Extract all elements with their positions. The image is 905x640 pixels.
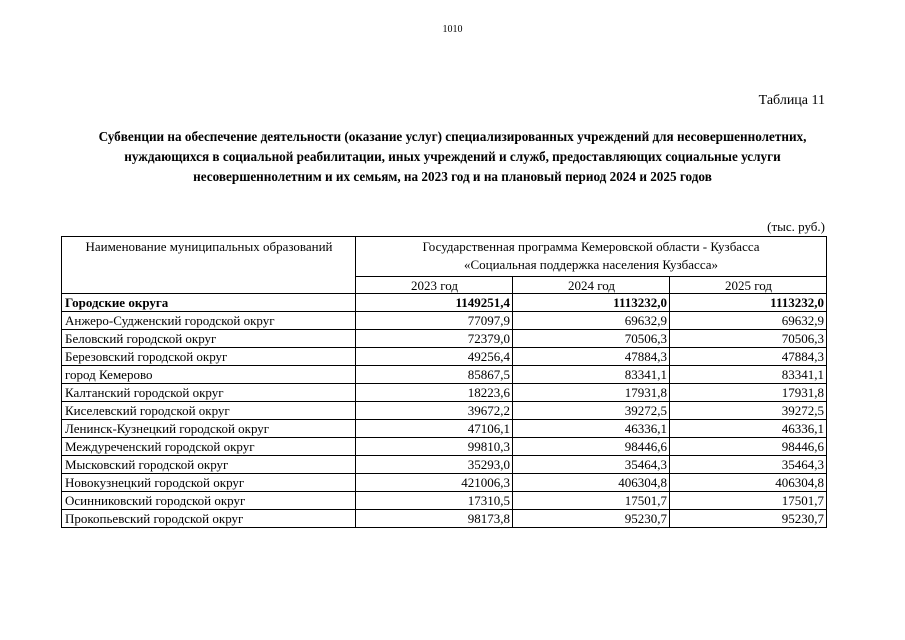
- program-header-line: «Социальная поддержка населения Кузбасса»: [463, 257, 719, 272]
- total-row: [62, 294, 827, 312]
- document-title: [60, 127, 845, 187]
- program-header-line: Государственная программа Кемеровской области - Кузбасса: [422, 239, 760, 254]
- value-2023: 47106,1: [356, 420, 513, 438]
- program-column-header: [356, 237, 827, 277]
- row-name: Прокопьевский городской округ: [62, 510, 356, 528]
- value-2024: 98446,6: [513, 438, 670, 456]
- table-row: [62, 456, 827, 474]
- value-2024: 17931,8: [513, 384, 670, 402]
- value-2025: 39272,5: [670, 402, 827, 420]
- value-2024: 406304,8: [513, 474, 670, 492]
- table-row: [62, 366, 827, 384]
- value-2025: 47884,3: [670, 348, 827, 366]
- value-2024: 17501,7: [513, 492, 670, 510]
- value-2025: 17501,7: [670, 492, 827, 510]
- row-name: Новокузнецкий городской округ: [62, 474, 356, 492]
- subsidy-table: [61, 236, 827, 528]
- value-2023: 18223,6: [356, 384, 513, 402]
- row-name: Городские округа: [62, 294, 356, 312]
- value-2024: 95230,7: [513, 510, 670, 528]
- value-2024: 83341,1: [513, 366, 670, 384]
- year-header: 2024 год: [513, 277, 670, 294]
- title-line: нуждающихся в социальной реабилитации, иных учреждений и служб, предоставляющих социальные услуги: [124, 149, 781, 164]
- value-2023: 77097,9: [356, 312, 513, 330]
- value-2023: 72379,0: [356, 330, 513, 348]
- row-name: Ленинск-Кузнецкий городской округ: [62, 420, 356, 438]
- table-row: [62, 312, 827, 330]
- table-row: [62, 384, 827, 402]
- value-2023: 98173,8: [356, 510, 513, 528]
- value-2024: 35464,3: [513, 456, 670, 474]
- row-name: Междуреченский городской округ: [62, 438, 356, 456]
- table-row: [62, 330, 827, 348]
- value-2025: 83341,1: [670, 366, 827, 384]
- table-row: [62, 348, 827, 366]
- row-name: Анжеро-Судженский городской округ: [62, 312, 356, 330]
- table-row: [62, 474, 827, 492]
- value-2023: 85867,5: [356, 366, 513, 384]
- table-row: [62, 438, 827, 456]
- table-header-row: [62, 237, 827, 277]
- value-2025: 69632,9: [670, 312, 827, 330]
- value-2024: 47884,3: [513, 348, 670, 366]
- value-2024: 1113232,0: [513, 294, 670, 312]
- value-2025: 70506,3: [670, 330, 827, 348]
- year-header: 2023 год: [356, 277, 513, 294]
- row-name: Беловский городской округ: [62, 330, 356, 348]
- value-2023: 1149251,4: [356, 294, 513, 312]
- title-line: несовершеннолетним и их семьям, на 2023 год и на плановый период 2024 и 2025 годов: [193, 169, 712, 184]
- table-row: [62, 510, 827, 528]
- value-2025: 46336,1: [670, 420, 827, 438]
- units-label: (тыс. руб.): [767, 219, 825, 234]
- value-2023: 49256,4: [356, 348, 513, 366]
- page-number: 1010: [442, 24, 463, 35]
- year-header: 2025 год: [670, 277, 827, 294]
- value-2025: 95230,7: [670, 510, 827, 528]
- table-row: [62, 402, 827, 420]
- table-row: [62, 420, 827, 438]
- row-name: Мысковский городской округ: [62, 456, 356, 474]
- title-line: Субвенции на обеспечение деятельности (оказание услуг) специализированных учреждений для несовершеннолетних,: [98, 129, 807, 144]
- value-2025: 17931,8: [670, 384, 827, 402]
- value-2023: 35293,0: [356, 456, 513, 474]
- name-column-header: Наименование муниципальных образований: [62, 237, 356, 294]
- row-name: Киселевский городской округ: [62, 402, 356, 420]
- row-name: Осинниковский городской округ: [62, 492, 356, 510]
- value-2025: 35464,3: [670, 456, 827, 474]
- value-2025: 1113232,0: [670, 294, 827, 312]
- table-row: [62, 492, 827, 510]
- table-label: Таблица 11: [758, 93, 825, 108]
- row-name: город Кемерово: [62, 366, 356, 384]
- row-name: Калтанский городской округ: [62, 384, 356, 402]
- value-2025: 406304,8: [670, 474, 827, 492]
- value-2024: 69632,9: [513, 312, 670, 330]
- value-2023: 421006,3: [356, 474, 513, 492]
- value-2024: 46336,1: [513, 420, 670, 438]
- value-2024: 70506,3: [513, 330, 670, 348]
- row-name: Березовский городской округ: [62, 348, 356, 366]
- value-2023: 99810,3: [356, 438, 513, 456]
- value-2024: 39272,5: [513, 402, 670, 420]
- value-2023: 39672,2: [356, 402, 513, 420]
- value-2025: 98446,6: [670, 438, 827, 456]
- value-2023: 17310,5: [356, 492, 513, 510]
